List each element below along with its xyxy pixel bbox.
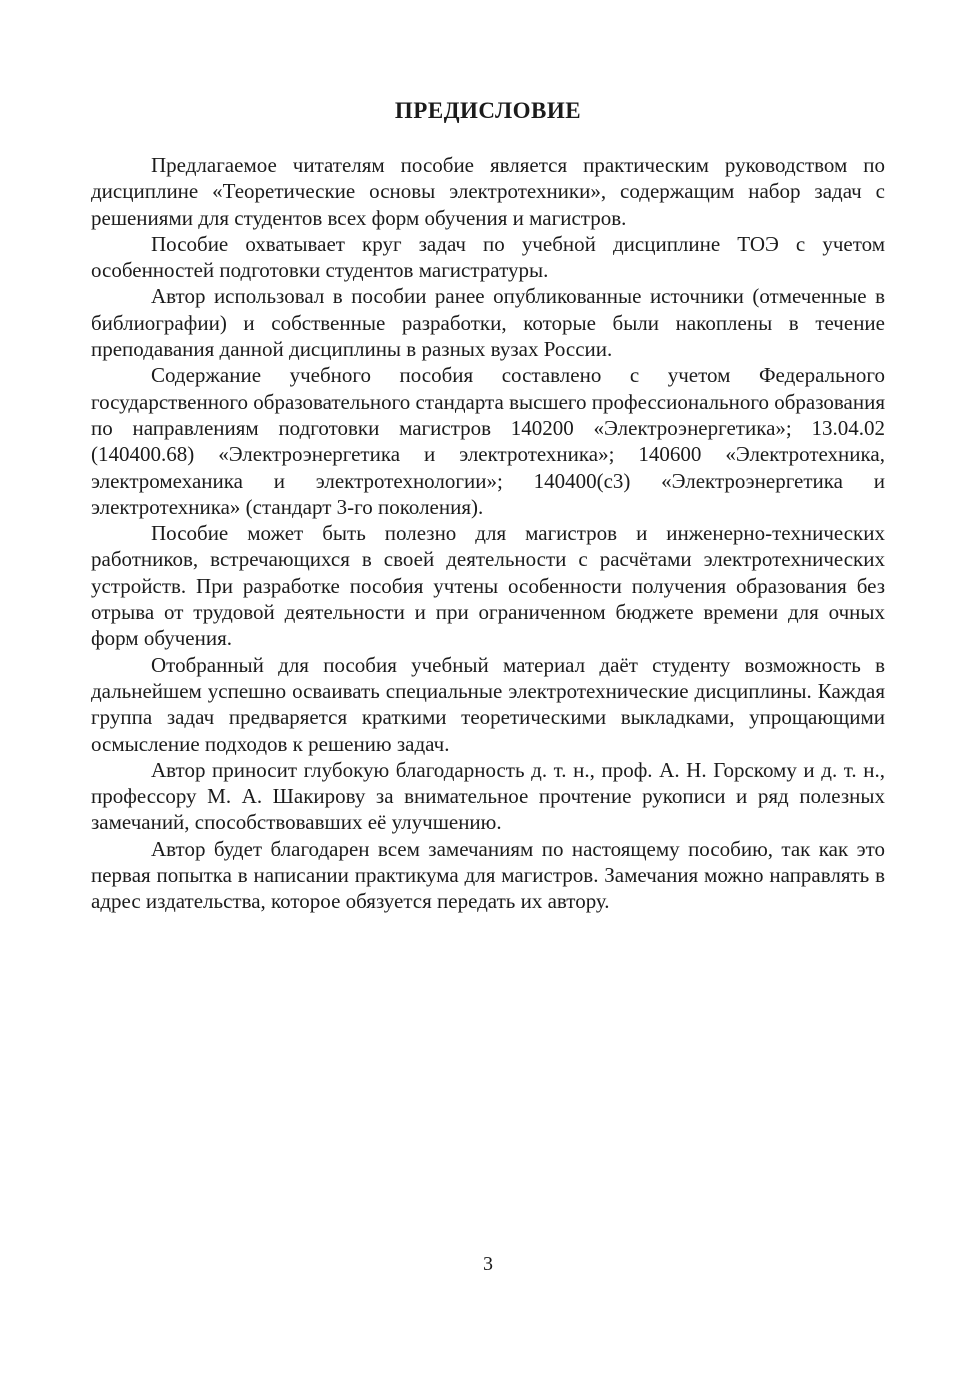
body-text	[91, 152, 885, 915]
paragraph-scope: Пособие охватывает круг задач по учебной дисциплине ТОЭ с учетом особенностей подготовки студентов магистратуры.	[91, 231, 885, 283]
paragraph-sources: Автор использовал в пособии ранее опубликованные источники (отмеченные в библиографии) и собственные разработки, которые были накоплены в течение преподавания данной дисциплины в разных вузах России.	[91, 284, 885, 362]
paragraph-standards: Содержание учебного пособия составлено с учетом Федерального государственного образовательного стандарта высшего профессионального образования по направлениям подготовки магистров 140200 «Электроэнергетика»; 13.04.02 (140400.68) «Электроэнергетика и электротехника»; 140600 «Электротехника, электромеханика и электротехнологии»; 140400(с3) «Электроэнергетика и электротехника» (стандарт 3-го поколения).	[91, 363, 885, 519]
paragraph-intro: Предлагаемое читателям пособие является практическим руководством по дисциплине «Теоретические основы электротехники», содержащим набор задач с решениями для студентов всех форм обучения и магистров.	[91, 153, 885, 230]
paragraph-audience: Пособие может быть полезно для магистров и инженерно-технических работников, встречающихся в своей деятельности с расчётами электротехнических устройств. При разработке пособия учтены особенности получения образования без отрыва от трудовой деятельности и при ограниченном бюджете времени для очных форм обучения.	[91, 521, 885, 651]
page-content	[91, 97, 885, 915]
paragraph-material: Отобранный для пособия учебный материал даёт студенту возможность в дальнейшем успешно осваивать специальные электротехнические дисциплины. Каждая группа задач предваряется краткими теоретическими выкладками, упрощающими осмысление подходов к решению задач.	[91, 652, 885, 756]
page-number: 3	[483, 1253, 493, 1275]
page-title: ПРЕДИСЛОВИЕ	[394, 98, 582, 123]
paragraph-feedback: Автор будет благодарен всем замечаниям по настоящему пособию, так как это первая попытка в написании практикума для магистров. Замечания можно направлять в адрес издательства, которое обязуется передать их автору.	[91, 836, 885, 914]
paragraph-acknowledgements: Автор приносит глубокую благодарность д. т. н., проф. А. Н. Горскому и д. т. н., профессору М. А. Шакирову за внимательное прочтение рукописи и ряд полезных замечаний, способствовавших её улучшению.	[91, 757, 885, 835]
